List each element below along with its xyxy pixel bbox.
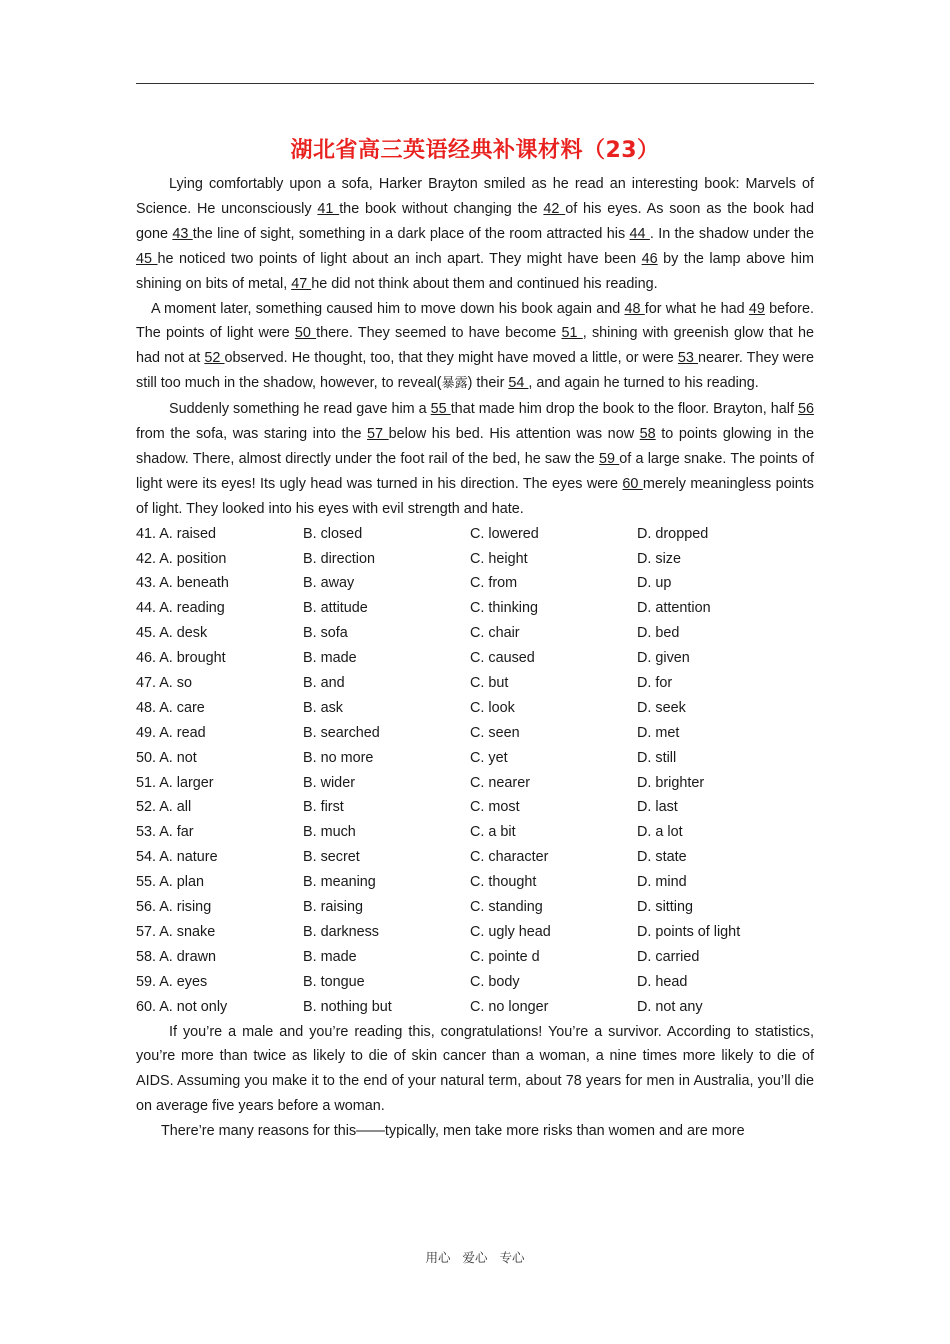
option-a: 50. A. not [136,749,197,766]
option-c: C. from [470,575,518,592]
option-a: 44. A. reading [136,600,225,617]
option-b: B. raising [303,899,363,916]
option-c: C. but [470,675,509,692]
option-c: C. a bit [470,824,516,841]
blank-54: 54 [508,375,529,392]
blank-60: 60 [622,475,643,492]
option-c: C. ugly head [470,923,551,940]
option-a: 57. A. snake [136,923,216,940]
option-c: C. chair [470,625,520,642]
blank-56: 56 [797,401,814,418]
option-a: 56. A. rising [136,899,212,916]
option-c: C. no longer [470,998,549,1015]
question-49 [136,721,814,746]
option-d: D. mind [637,874,687,891]
option-c: C. look [470,699,515,716]
option-d: D. state [637,849,687,866]
option-a: 54. A. nature [136,849,218,866]
option-a: 55. A. plan [136,874,205,891]
option-d: D. given [637,650,690,667]
option-c: C. yet [470,749,508,766]
option-b: B. sofa [303,625,348,642]
question-56 [136,895,814,920]
question-51 [136,771,814,796]
option-a: 41. A. raised [136,525,216,542]
option-c: C. nearer [470,774,530,791]
question-48 [136,696,814,721]
blank-55: 55 [430,401,451,418]
question-58 [136,945,814,970]
question-47 [136,671,814,696]
blank-58: 58 [639,426,656,443]
blank-48: 48 [624,300,645,317]
options-list [136,522,814,1020]
option-b: B. meaning [303,874,376,891]
option-d: D. bed [637,625,680,642]
option-d: D. for [637,675,673,692]
option-b: B. made [303,650,357,667]
option-d: D. size [637,550,681,567]
blank-57: 57 [367,426,389,443]
option-a: 51. A. larger [136,774,214,791]
option-c: C. most [470,799,520,816]
option-d: D. met [637,724,680,741]
blank-45: 45 [136,250,158,267]
option-a: 45. A. desk [136,625,208,642]
passage2-paragraph-2: There’re many reasons for this——typically, men take more risks than women and are more [161,1123,745,1140]
blank-49: 49 [748,300,765,317]
blank-42: 42 [543,200,566,217]
question-55 [136,870,814,895]
option-d: D. carried [637,948,700,965]
blank-50: 50 [294,325,317,342]
option-b: B. direction [303,550,375,567]
question-46 [136,646,814,671]
option-a: 53. A. far [136,824,194,841]
option-c: C. body [470,973,520,990]
question-50 [136,746,814,771]
option-b: B. much [303,824,356,841]
option-c: C. pointe d [470,948,540,965]
option-b: B. nothing but [303,998,392,1015]
blank-51: 51 [561,325,583,342]
option-d: D. still [637,749,677,766]
option-a: 59. A. eyes [136,973,208,990]
option-b: B. no more [303,749,374,766]
option-d: D. seek [637,699,686,716]
question-52 [136,795,814,820]
option-c: C. thinking [470,600,538,617]
passage1-paragraph-1: Lying comfortably upon a sofa, Harker Brayton smiled as he read an interesting book: Marvels of Science. He unconsciously 41 the book without changing the 42 of his eyes. As soon as the book had gone 43 the line of sight, something in a dark place of the room attracted his 44 . In the shadow under the 45 he noticed two points of light about an inch apart. They might have been 46 by the lamp above him shining on bits of metal, 47 he did not think about them and continued his reading. [136,176,815,292]
header-rule [136,83,814,84]
blank-46: 46 [641,250,658,267]
option-b: B. darkness [303,923,379,940]
question-43 [136,571,814,596]
passage1-paragraph-2: A moment later, something caused him to move down his book again and 48 for what he had 49 before. The points of light were 50 there. They seemed to have become 51 , shining with greenish glow that he had not at 52 observed. He thought, too, that they might have moved a little, or were 53 nearer. They were still too much in the shadow, however, to reveal(暴露) their 54 , and again he turned to his reading. [136,300,815,392]
question-60 [136,995,814,1020]
option-d: D. attention [637,600,711,617]
question-57 [136,920,814,945]
option-c: C. height [470,550,528,567]
option-b: B. wider [303,774,355,791]
option-a: 47. A. so [136,675,193,692]
option-a: 43. A. beneath [136,575,229,592]
question-42 [136,547,814,572]
option-d: D. not any [637,998,703,1015]
option-a: 42. A. position [136,550,227,567]
option-b: B. closed [303,525,363,542]
question-41 [136,522,814,547]
option-a: 49. A. read [136,724,206,741]
blank-44: 44 [629,225,650,242]
option-b: B. ask [303,699,343,716]
option-b: B. made [303,948,357,965]
option-a: 48. A. care [136,699,205,716]
option-d: D. dropped [637,525,709,542]
option-d: D. head [637,973,688,990]
option-a: 46. A. brought [136,650,226,667]
option-b: B. first [303,799,344,816]
option-a: 58. A. drawn [136,948,216,965]
passage2-paragraph-1: If you’re a male and you’re reading this, congratulations! You’re a survivor. According to statistics, you’re more than twice as likely to die of skin cancer than a woman, a nine times more likely to die of AIDS. Assuming you make it to the end of your natural term, about 78 years for men in Australia, you’ll die on average five years before a woman. [136,1023,814,1115]
question-59 [136,970,814,995]
option-b: B. tongue [303,973,365,990]
question-45 [136,621,814,646]
option-c: C. standing [470,899,543,916]
option-d: D. brighter [637,774,705,791]
page-footer: 用心 爱心 专心 [425,1250,525,1265]
option-c: C. character [470,849,549,866]
option-d: D. points of light [637,923,741,940]
passage1-paragraph-3: Suddenly something he read gave him a 55 that made him drop the book to the floor. Brayton, half 56 from the sofa, was staring into the 57 below his bed. His attention was now 58 to points glowing in the shadow. There, almost directly under the foot rail of the bed, he saw the 59 of a large snake. The points of light were its eyes! Its ugly head was turned in his direction. The eyes were 60 merely meaningless points of light. They looked into his eyes with evil strength and hate. [136,401,814,517]
page-title: 湖北省高三英语经典补课材料（23） [290,138,660,163]
option-b: B. and [303,675,345,692]
option-d: D. a lot [637,824,683,841]
option-c: C. caused [470,650,535,667]
option-c: C. thought [470,874,537,891]
option-b: B. away [303,575,355,592]
option-d: D. up [637,575,672,592]
option-c: C. lowered [470,525,539,542]
question-44 [136,596,814,621]
blank-53: 53 [677,350,699,367]
blank-47: 47 [291,275,312,292]
option-d: D. sitting [637,899,693,916]
blank-43: 43 [172,225,193,242]
option-b: B. searched [303,724,380,741]
blank-52: 52 [204,350,225,367]
option-c: C. seen [470,724,520,741]
option-a: 60. A. not only [136,998,228,1015]
option-b: B. secret [303,849,360,866]
document-body [136,172,814,1144]
blank-59: 59 [599,450,620,467]
option-a: 52. A. all [136,799,192,816]
chinese-gloss: 暴露 [441,376,468,392]
option-d: D. last [637,799,678,816]
question-53 [136,820,814,845]
question-54 [136,845,814,870]
option-b: B. attitude [303,600,368,617]
blank-41: 41 [317,200,340,217]
